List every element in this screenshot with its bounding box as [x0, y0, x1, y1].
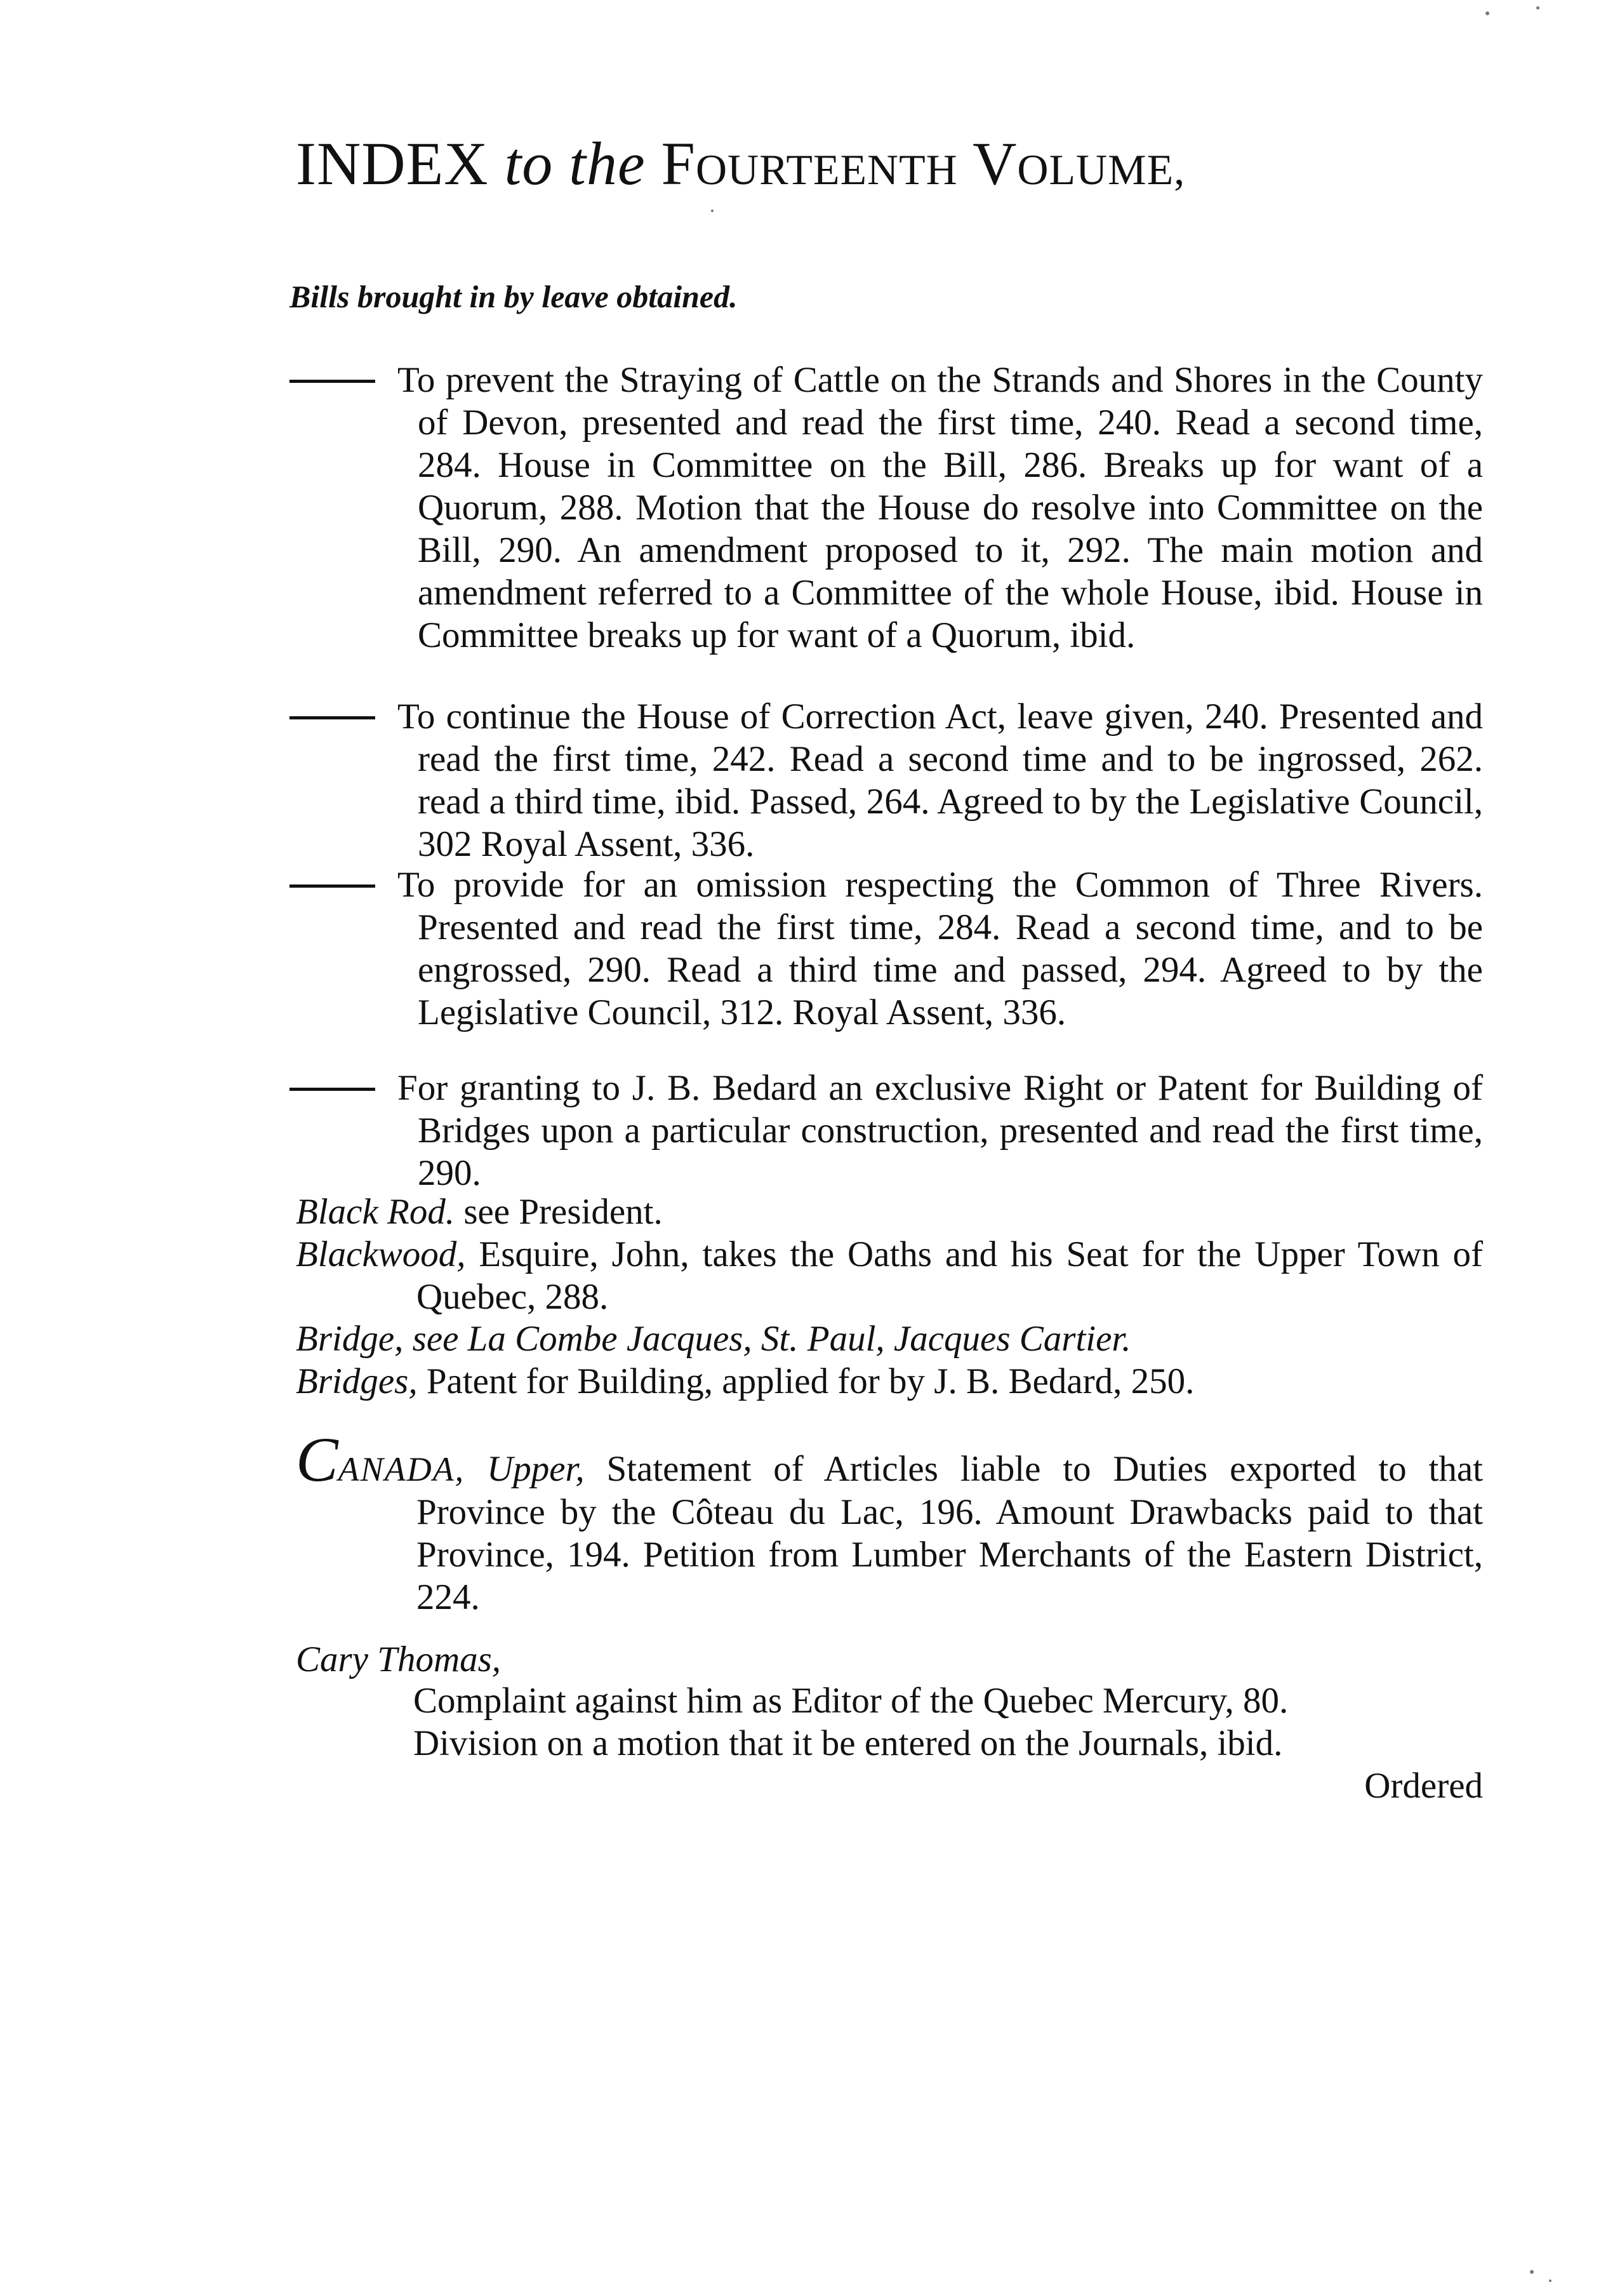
canada-body: Statement of Articles liable to Duties exported to that Province by the Côteau du Lac, 196. Amount Drawbacks paid to that Province, 194. Petition from Lumber Merchants of the Eastern District, 224. — [416, 1449, 1484, 1617]
title-index: INDEX — [296, 130, 489, 197]
index-entry — [296, 1360, 1483, 1403]
section-heading: Bills brought in by leave obtained. — [289, 279, 738, 314]
title-f-cap: F — [661, 130, 696, 197]
bill-entry — [289, 864, 1483, 1034]
entry-head: Black Rod. — [296, 1192, 455, 1232]
title-volume: OLUME, — [1017, 145, 1186, 194]
dash-rule — [289, 380, 375, 383]
entry-head: Blackwood, — [296, 1234, 466, 1274]
paper-speck — [1536, 6, 1539, 10]
paper-speck — [1485, 11, 1489, 15]
dash-rule — [289, 884, 375, 888]
bill-text: To continue the House of Correction Act, leave given, 240. Presented and read the first time, 242. Read a second time and to be ingrossed, 262. read a third time, ibid. Passed, 264. Agreed to by the Legislative Council, 302 Royal Assent, 336. — [397, 697, 1483, 864]
catchword: Ordered — [1364, 1766, 1483, 1806]
dash-rule — [289, 1088, 375, 1091]
bill-text: To provide for an omission respecting the Common of Three Rivers. Presented and read the first time, 284. Read a second time, and to be engrossed, 290. Read a third time and passed, 294. Agreed to by the Legislative Council, 312. Royal Assent, 336. — [397, 865, 1483, 1032]
dash-rule — [289, 716, 375, 719]
entry-head: Bridges, — [296, 1361, 418, 1401]
bill-entry — [289, 1067, 1483, 1194]
entry-body: Patent for Building, applied for by J. B. Bedard, 250. — [426, 1361, 1195, 1401]
canada-head: ANADA, — [338, 1450, 465, 1488]
canada-entry — [296, 1424, 1484, 1619]
cary-line: Division on a motion that it be entered on the Journals, ibid. — [413, 1723, 1283, 1763]
bill-text: To prevent the Straying of Cattle on the Strands and Shores in the County of Devon, presented and read the first time, 240. Read a second time, 284. House in Committee on the Bill, 286. Breaks up for want of a Quorum, 288. Motion that the House do resolve into Committee on the Bill, 290. An amendment proposed to it, 292. The main motion and amendment referred to a Committee of the whole House, ibid. House in Committee breaks up for want of a Quorum, ibid. — [397, 360, 1483, 655]
entry-head: Cary Thomas, — [296, 1639, 502, 1679]
paper-speck — [1530, 2270, 1534, 2274]
title-fourteenth: OURTEENTH — [695, 145, 958, 194]
canada-sub: Upper, — [487, 1449, 585, 1489]
index-entry — [296, 1191, 1483, 1233]
entry-body: Esquire, John, takes the Oaths and his Seat for the Upper Town of Quebec, 288. — [416, 1234, 1484, 1317]
title-to-the: to the — [504, 130, 646, 197]
page-title — [296, 130, 1502, 197]
bill-text: For granting to J. B. Bedard an exclusive Right or Patent for Building of Bridges upon a particular construction, presented and read the first time, 290. — [397, 1068, 1483, 1193]
entry-body: see La Combe Jacques, St. Paul, Jacques Cartier. — [412, 1319, 1131, 1359]
paper-speck — [711, 210, 714, 212]
index-entry — [296, 1318, 1483, 1360]
entry-body: see President. — [463, 1192, 663, 1232]
index-entry — [296, 1233, 1483, 1318]
canada-initial: C — [296, 1424, 338, 1495]
bill-entry — [289, 359, 1483, 657]
cary-line: Complaint against him as Editor of the Quebec Mercury, 80. — [413, 1681, 1289, 1721]
cary-head — [296, 1638, 1483, 1681]
title-v-cap: V — [973, 130, 1018, 197]
entry-head: Bridge, — [296, 1319, 404, 1359]
paper-speck — [1549, 2279, 1551, 2282]
bill-entry — [289, 695, 1483, 865]
